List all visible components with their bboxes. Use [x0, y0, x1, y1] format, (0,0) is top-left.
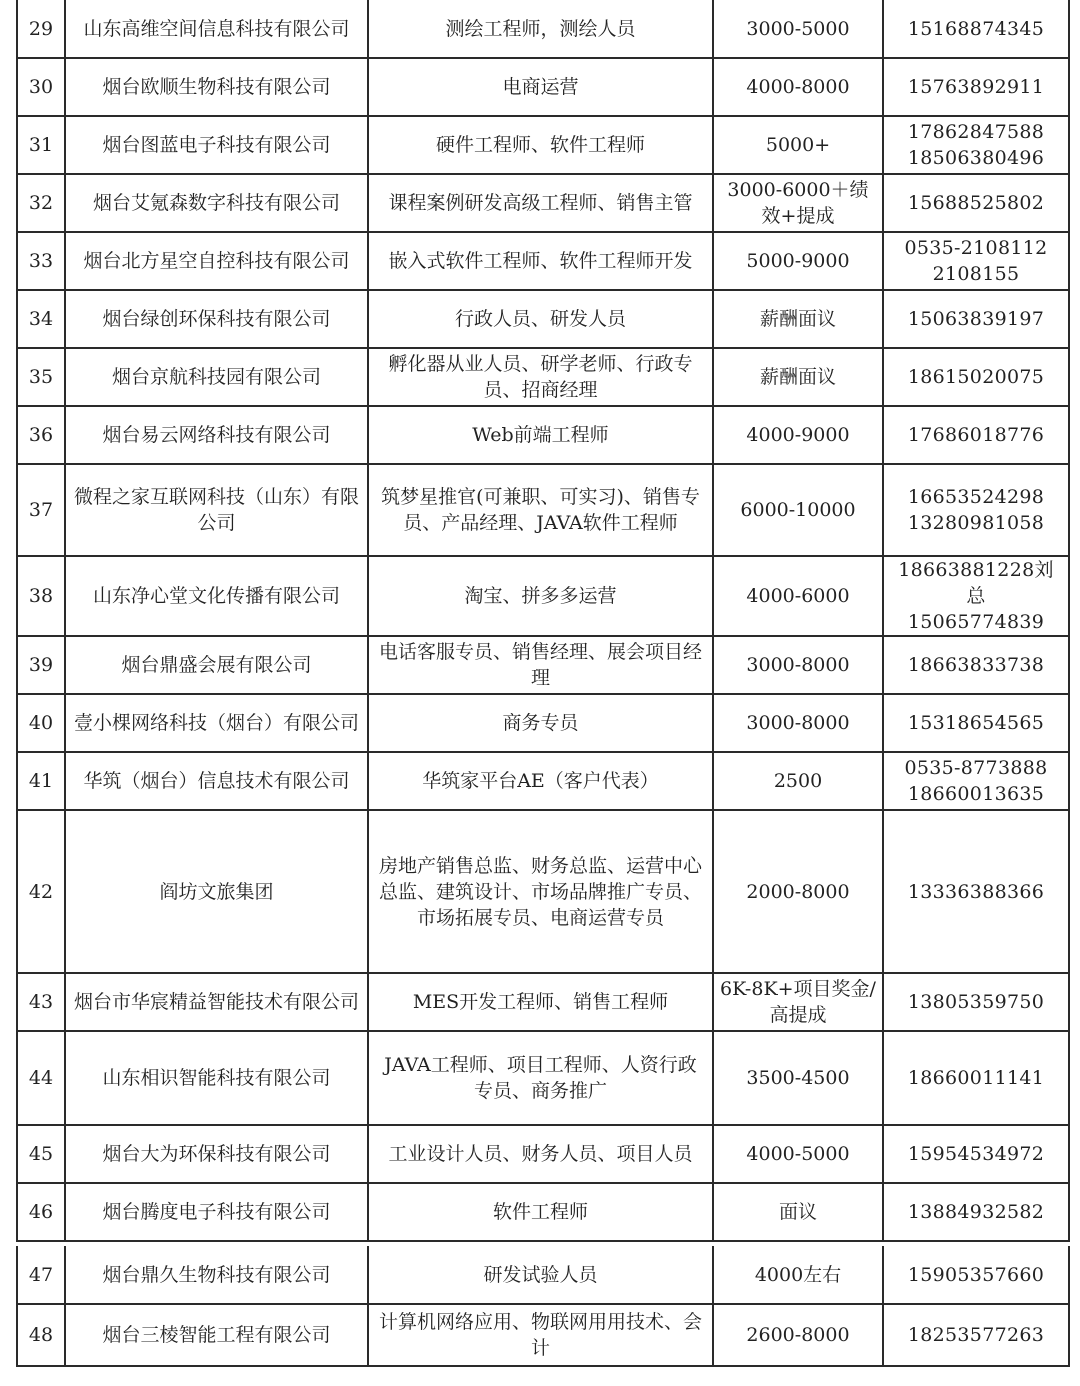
- table-row: [17, 810, 1069, 973]
- salary: 4000-8000: [713, 58, 883, 116]
- table-row: [17, 1246, 1069, 1304]
- salary: 3500-4500: [713, 1031, 883, 1125]
- job-positions: 华筑家平台AE（客户代表）: [368, 752, 713, 810]
- table-row: [17, 1304, 1069, 1366]
- row-number: 45: [17, 1125, 65, 1183]
- company-name: 烟台鼎久生物科技有限公司: [65, 1246, 368, 1304]
- job-positions: Web前端工程师: [368, 406, 713, 464]
- company-name: 山东高维空间信息科技有限公司: [65, 0, 368, 58]
- contact-phone: 15763892911: [883, 58, 1069, 116]
- table-row: [17, 694, 1069, 752]
- table-row: [17, 636, 1069, 694]
- salary: 5000-9000: [713, 232, 883, 290]
- contact-phone: 13805359750: [883, 973, 1069, 1031]
- salary: 6000-10000: [713, 464, 883, 556]
- row-number: 42: [17, 810, 65, 973]
- table-row: [17, 174, 1069, 232]
- row-number: 32: [17, 174, 65, 232]
- row-number: 40: [17, 694, 65, 752]
- company-name: 烟台艾氪森数字科技有限公司: [65, 174, 368, 232]
- job-positions: 硬件工程师、软件工程师: [368, 116, 713, 174]
- table-row: [17, 290, 1069, 348]
- contact-phone: 0535-2108112 2108155: [883, 232, 1069, 290]
- contact-phone: 13884932582: [883, 1183, 1069, 1241]
- row-number: 35: [17, 348, 65, 406]
- salary: 2600-8000: [713, 1304, 883, 1366]
- row-number: 37: [17, 464, 65, 556]
- job-positions: 嵌入式软件工程师、软件工程师开发: [368, 232, 713, 290]
- row-number: 38: [17, 556, 65, 636]
- row-number: 33: [17, 232, 65, 290]
- row-number: 36: [17, 406, 65, 464]
- contact-phone: 18253577263: [883, 1304, 1069, 1366]
- table-row: [17, 58, 1069, 116]
- job-positions: 商务专员: [368, 694, 713, 752]
- job-positions: 行政人员、研发人员: [368, 290, 713, 348]
- job-positions: 课程案例研发高级工程师、销售主管: [368, 174, 713, 232]
- salary: 面议: [713, 1183, 883, 1241]
- company-name: 烟台京航科技园有限公司: [65, 348, 368, 406]
- contact-phone: 18663881228刘总 15065774839: [883, 556, 1069, 636]
- company-name: 华筑（烟台）信息技术有限公司: [65, 752, 368, 810]
- company-name: 微程之家互联网科技（山东）有限公司: [65, 464, 368, 556]
- salary: 2000-8000: [713, 810, 883, 973]
- company-name: 山东相识智能科技有限公司: [65, 1031, 368, 1125]
- job-positions: 工业设计人员、财务人员、项目人员: [368, 1125, 713, 1183]
- table-row: [17, 0, 1069, 58]
- table-row: [17, 1183, 1069, 1241]
- job-positions: 筑梦星推官(可兼职、可实习)、销售专员、产品经理、JAVA软件工程师: [368, 464, 713, 556]
- row-number: 43: [17, 973, 65, 1031]
- row-number: 41: [17, 752, 65, 810]
- row-number: 44: [17, 1031, 65, 1125]
- job-positions: 孵化器从业人员、研学老师、行政专员、招商经理: [368, 348, 713, 406]
- table-row: [17, 406, 1069, 464]
- contact-phone: 15905357660: [883, 1246, 1069, 1304]
- salary: 3000-8000: [713, 694, 883, 752]
- salary: 4000左右: [713, 1246, 883, 1304]
- job-positions: 电商运营: [368, 58, 713, 116]
- salary: 2500: [713, 752, 883, 810]
- contact-phone: 18660011141: [883, 1031, 1069, 1125]
- contact-phone: 15318654565: [883, 694, 1069, 752]
- company-name: 烟台三棱智能工程有限公司: [65, 1304, 368, 1366]
- table-row: [17, 1125, 1069, 1183]
- company-name: 烟台大为环保科技有限公司: [65, 1125, 368, 1183]
- salary: 3000-6000＋绩效+提成: [713, 174, 883, 232]
- table-row: [17, 348, 1069, 406]
- company-name: 烟台北方星空自控科技有限公司: [65, 232, 368, 290]
- contact-phone: 0535-8773888 18660013635: [883, 752, 1069, 810]
- job-positions: MES开发工程师、销售工程师: [368, 973, 713, 1031]
- company-name: 烟台市华宸精益智能技术有限公司: [65, 973, 368, 1031]
- company-name: 壹小棵网络科技（烟台）有限公司: [65, 694, 368, 752]
- row-number: 29: [17, 0, 65, 58]
- job-positions: 淘宝、拼多多运营: [368, 556, 713, 636]
- company-name: 烟台腾度电子科技有限公司: [65, 1183, 368, 1241]
- contact-phone: 15063839197: [883, 290, 1069, 348]
- salary: 3000-8000: [713, 636, 883, 694]
- company-name: 阎坊文旅集团: [65, 810, 368, 973]
- table-row: [17, 752, 1069, 810]
- contact-phone: 17862847588 18506380496: [883, 116, 1069, 174]
- job-positions: 房地产销售总监、财务总监、运营中心总监、建筑设计、市场品牌推广专员、市场拓展专员、电商运营专员: [368, 810, 713, 973]
- row-number: 39: [17, 636, 65, 694]
- table-row: [17, 116, 1069, 174]
- company-name: 烟台图蓝电子科技有限公司: [65, 116, 368, 174]
- company-name: 烟台欧顺生物科技有限公司: [65, 58, 368, 116]
- salary: 3000-5000: [713, 0, 883, 58]
- table-row: [17, 1031, 1069, 1125]
- contact-phone: 15168874345: [883, 0, 1069, 58]
- row-number: 47: [17, 1246, 65, 1304]
- company-name: 烟台鼎盛会展有限公司: [65, 636, 368, 694]
- salary: 4000-5000: [713, 1125, 883, 1183]
- row-number: 34: [17, 290, 65, 348]
- table-row: [17, 232, 1069, 290]
- salary: 4000-6000: [713, 556, 883, 636]
- contact-phone: 15688525802: [883, 174, 1069, 232]
- table-row: [17, 464, 1069, 556]
- contact-phone: 18663833738: [883, 636, 1069, 694]
- contact-phone: 17686018776: [883, 406, 1069, 464]
- company-name: 烟台绿创环保科技有限公司: [65, 290, 368, 348]
- job-positions: 测绘工程师，测绘人员: [368, 0, 713, 58]
- contact-phone: 16653524298 13280981058: [883, 464, 1069, 556]
- contact-phone: 13336388366: [883, 810, 1069, 973]
- company-name: 烟台易云网络科技有限公司: [65, 406, 368, 464]
- row-number: 46: [17, 1183, 65, 1241]
- contact-phone: 15954534972: [883, 1125, 1069, 1183]
- row-number: 31: [17, 116, 65, 174]
- job-positions: 软件工程师: [368, 1183, 713, 1241]
- table-row: [17, 556, 1069, 636]
- job-positions: 研发试验人员: [368, 1246, 713, 1304]
- company-name: 山东净心堂文化传播有限公司: [65, 556, 368, 636]
- salary: 4000-9000: [713, 406, 883, 464]
- salary: 6K-8K+项目奖金/高提成: [713, 973, 883, 1031]
- row-number: 30: [17, 58, 65, 116]
- contact-phone: 18615020075: [883, 348, 1069, 406]
- job-positions: JAVA工程师、项目工程师、人资行政专员、商务推广: [368, 1031, 713, 1125]
- job-positions: 计算机网络应用、物联网用用技术、会计: [368, 1304, 713, 1366]
- job-table-part1: [16, 0, 1070, 1242]
- job-positions: 电话客服专员、销售经理、展会项目经理: [368, 636, 713, 694]
- job-table-part2: [16, 1246, 1070, 1367]
- salary: 薪酬面议: [713, 348, 883, 406]
- salary: 5000+: [713, 116, 883, 174]
- table-row: [17, 973, 1069, 1031]
- salary: 薪酬面议: [713, 290, 883, 348]
- row-number: 48: [17, 1304, 65, 1366]
